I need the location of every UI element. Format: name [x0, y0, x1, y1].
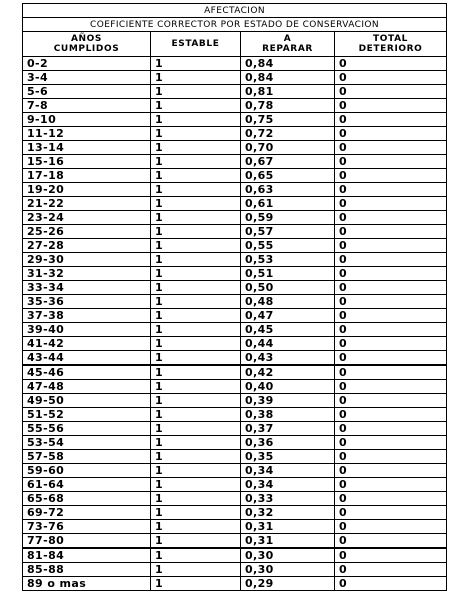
table-row — [23, 422, 447, 436]
cell-years: 0-2 — [23, 57, 151, 71]
table-row — [23, 71, 447, 85]
cell-total-deterioration: 0 — [335, 506, 447, 520]
cell-total-deterioration: 0 — [335, 492, 447, 506]
cell-repair: 0,78 — [241, 99, 335, 113]
table-row — [23, 534, 447, 549]
cell-total-deterioration: 0 — [335, 548, 447, 563]
header-repair-line2: REPARAR — [262, 44, 313, 54]
table-row — [23, 520, 447, 534]
cell-repair: 0,31 — [241, 520, 335, 534]
cell-years: 9-10 — [23, 113, 151, 127]
cell-total-deterioration: 0 — [335, 422, 447, 436]
cell-stable: 1 — [151, 57, 241, 71]
cell-stable: 1 — [151, 155, 241, 169]
cell-total-deterioration: 0 — [335, 253, 447, 267]
cell-stable: 1 — [151, 351, 241, 366]
cell-years: 7-8 — [23, 99, 151, 113]
cell-total-deterioration: 0 — [335, 113, 447, 127]
cell-total-deterioration: 0 — [335, 127, 447, 141]
cell-stable: 1 — [151, 520, 241, 534]
header-years-line2: CUMPLIDOS — [53, 44, 120, 54]
cell-repair: 0,70 — [241, 141, 335, 155]
cell-years: 89 o mas — [23, 577, 151, 591]
cell-total-deterioration: 0 — [335, 436, 447, 450]
cell-years: 39-40 — [23, 323, 151, 337]
cell-stable: 1 — [151, 295, 241, 309]
cell-years: 43-44 — [23, 351, 151, 366]
cell-repair: 0,72 — [241, 127, 335, 141]
cell-stable: 1 — [151, 394, 241, 408]
cell-years: 55-56 — [23, 422, 151, 436]
cell-total-deterioration: 0 — [335, 351, 447, 366]
cell-stable: 1 — [151, 99, 241, 113]
cell-repair: 0,67 — [241, 155, 335, 169]
cell-years: 27-28 — [23, 239, 151, 253]
cell-total-deterioration: 0 — [335, 295, 447, 309]
cell-repair: 0,36 — [241, 436, 335, 450]
header-stable: ESTABLE — [151, 32, 241, 57]
cell-repair: 0,51 — [241, 267, 335, 281]
cell-years: 41-42 — [23, 337, 151, 351]
cell-years: 17-18 — [23, 169, 151, 183]
table-row — [23, 127, 447, 141]
table-row — [23, 394, 447, 408]
cell-years: 29-30 — [23, 253, 151, 267]
cell-repair: 0,84 — [241, 57, 335, 71]
cell-stable: 1 — [151, 85, 241, 99]
cell-stable: 1 — [151, 141, 241, 155]
table-row — [23, 478, 447, 492]
cell-years: 51-52 — [23, 408, 151, 422]
cell-repair: 0,34 — [241, 464, 335, 478]
cell-stable: 1 — [151, 281, 241, 295]
cell-years: 5-6 — [23, 85, 151, 99]
cell-repair: 0,31 — [241, 534, 335, 549]
cell-repair: 0,35 — [241, 450, 335, 464]
cell-years: 37-38 — [23, 309, 151, 323]
cell-total-deterioration: 0 — [335, 57, 447, 71]
cell-stable: 1 — [151, 127, 241, 141]
header-total-deterioration — [335, 32, 447, 57]
table-title: AFECTACION — [23, 4, 447, 18]
cell-repair: 0,63 — [241, 183, 335, 197]
cell-years: 13-14 — [23, 141, 151, 155]
cell-total-deterioration: 0 — [335, 183, 447, 197]
cell-total-deterioration: 0 — [335, 520, 447, 534]
cell-total-deterioration: 0 — [335, 464, 447, 478]
cell-total-deterioration: 0 — [335, 394, 447, 408]
cell-stable: 1 — [151, 253, 241, 267]
table-row — [23, 337, 447, 351]
table-row — [23, 169, 447, 183]
cell-stable: 1 — [151, 71, 241, 85]
table-row — [23, 492, 447, 506]
table-row — [23, 295, 447, 309]
cell-years: 3-4 — [23, 71, 151, 85]
cell-total-deterioration: 0 — [335, 478, 447, 492]
cell-stable: 1 — [151, 323, 241, 337]
table-subtitle: COEFICIENTE CORRECTOR POR ESTADO DE CONSERVACION — [23, 18, 447, 32]
cell-stable: 1 — [151, 380, 241, 394]
cell-years: 45-46 — [23, 365, 151, 380]
table-row — [23, 253, 447, 267]
cell-repair: 0,30 — [241, 548, 335, 563]
cell-total-deterioration: 0 — [335, 239, 447, 253]
cell-stable: 1 — [151, 197, 241, 211]
cell-repair: 0,44 — [241, 337, 335, 351]
table-row — [23, 464, 447, 478]
cell-stable: 1 — [151, 309, 241, 323]
cell-stable: 1 — [151, 408, 241, 422]
cell-total-deterioration: 0 — [335, 169, 447, 183]
cell-stable: 1 — [151, 183, 241, 197]
cell-repair: 0,47 — [241, 309, 335, 323]
header-years — [23, 32, 151, 57]
cell-years: 53-54 — [23, 436, 151, 450]
cell-stable: 1 — [151, 534, 241, 549]
cell-stable: 1 — [151, 450, 241, 464]
table-row — [23, 309, 447, 323]
table-row — [23, 155, 447, 169]
cell-stable: 1 — [151, 464, 241, 478]
cell-repair: 0,45 — [241, 323, 335, 337]
table-row — [23, 380, 447, 394]
cell-total-deterioration: 0 — [335, 365, 447, 380]
cell-years: 21-22 — [23, 197, 151, 211]
header-repair — [241, 32, 335, 57]
cell-years: 61-64 — [23, 478, 151, 492]
cell-repair: 0,55 — [241, 239, 335, 253]
table-row — [23, 225, 447, 239]
table-row — [23, 577, 447, 591]
cell-years: 49-50 — [23, 394, 151, 408]
table-row — [23, 85, 447, 99]
cell-years: 69-72 — [23, 506, 151, 520]
cell-repair: 0,33 — [241, 492, 335, 506]
cell-years: 81-84 — [23, 548, 151, 563]
header-total-line2: DETERIORO — [358, 44, 423, 54]
cell-repair: 0,81 — [241, 85, 335, 99]
table-row — [23, 365, 447, 380]
table-row — [23, 563, 447, 577]
table-row — [23, 183, 447, 197]
cell-total-deterioration: 0 — [335, 309, 447, 323]
cell-stable: 1 — [151, 267, 241, 281]
table-row — [23, 99, 447, 113]
cell-stable: 1 — [151, 478, 241, 492]
cell-repair: 0,65 — [241, 169, 335, 183]
cell-repair: 0,61 — [241, 197, 335, 211]
table-row — [23, 351, 447, 366]
cell-repair: 0,37 — [241, 422, 335, 436]
conservation-coefficient-table — [22, 3, 447, 591]
cell-total-deterioration: 0 — [335, 337, 447, 351]
header-total-line1: TOTAL — [373, 34, 408, 44]
cell-repair: 0,43 — [241, 351, 335, 366]
cell-stable: 1 — [151, 436, 241, 450]
cell-stable: 1 — [151, 113, 241, 127]
cell-repair: 0,48 — [241, 295, 335, 309]
table-row — [23, 548, 447, 563]
cell-repair: 0,32 — [241, 506, 335, 520]
cell-stable: 1 — [151, 225, 241, 239]
cell-stable: 1 — [151, 337, 241, 351]
cell-total-deterioration: 0 — [335, 155, 447, 169]
cell-years: 85-88 — [23, 563, 151, 577]
cell-repair: 0,57 — [241, 225, 335, 239]
table-row — [23, 506, 447, 520]
cell-stable: 1 — [151, 492, 241, 506]
table-body — [23, 57, 447, 591]
table-row — [23, 57, 447, 71]
header-years-line1: AÑOS — [70, 34, 103, 44]
cell-total-deterioration: 0 — [335, 281, 447, 295]
cell-repair: 0,53 — [241, 253, 335, 267]
cell-repair: 0,75 — [241, 113, 335, 127]
cell-stable: 1 — [151, 422, 241, 436]
cell-repair: 0,38 — [241, 408, 335, 422]
cell-years: 57-58 — [23, 450, 151, 464]
cell-repair: 0,29 — [241, 577, 335, 591]
cell-total-deterioration: 0 — [335, 85, 447, 99]
cell-repair: 0,84 — [241, 71, 335, 85]
cell-years: 35-36 — [23, 295, 151, 309]
table-row — [23, 211, 447, 225]
table-row — [23, 113, 447, 127]
cell-years: 33-34 — [23, 281, 151, 295]
cell-years: 31-32 — [23, 267, 151, 281]
cell-total-deterioration: 0 — [335, 211, 447, 225]
cell-stable: 1 — [151, 239, 241, 253]
cell-years: 25-26 — [23, 225, 151, 239]
cell-stable: 1 — [151, 506, 241, 520]
cell-total-deterioration: 0 — [335, 99, 447, 113]
cell-years: 59-60 — [23, 464, 151, 478]
cell-total-deterioration: 0 — [335, 267, 447, 281]
table-row — [23, 408, 447, 422]
table-row — [23, 450, 447, 464]
cell-repair: 0,39 — [241, 394, 335, 408]
cell-total-deterioration: 0 — [335, 563, 447, 577]
cell-stable: 1 — [151, 211, 241, 225]
cell-years: 23-24 — [23, 211, 151, 225]
cell-total-deterioration: 0 — [335, 323, 447, 337]
cell-repair: 0,40 — [241, 380, 335, 394]
cell-total-deterioration: 0 — [335, 534, 447, 549]
cell-total-deterioration: 0 — [335, 197, 447, 211]
cell-total-deterioration: 0 — [335, 577, 447, 591]
cell-stable: 1 — [151, 365, 241, 380]
cell-total-deterioration: 0 — [335, 408, 447, 422]
cell-years: 19-20 — [23, 183, 151, 197]
cell-years: 73-76 — [23, 520, 151, 534]
cell-total-deterioration: 0 — [335, 141, 447, 155]
cell-repair: 0,50 — [241, 281, 335, 295]
table-row — [23, 197, 447, 211]
cell-years: 65-68 — [23, 492, 151, 506]
cell-total-deterioration: 0 — [335, 380, 447, 394]
cell-repair: 0,42 — [241, 365, 335, 380]
table-row — [23, 239, 447, 253]
cell-total-deterioration: 0 — [335, 450, 447, 464]
cell-repair: 0,30 — [241, 563, 335, 577]
cell-years: 77-80 — [23, 534, 151, 549]
cell-repair: 0,34 — [241, 478, 335, 492]
table-row — [23, 323, 447, 337]
cell-total-deterioration: 0 — [335, 71, 447, 85]
cell-repair: 0,59 — [241, 211, 335, 225]
cell-stable: 1 — [151, 169, 241, 183]
cell-stable: 1 — [151, 563, 241, 577]
cell-total-deterioration: 0 — [335, 225, 447, 239]
cell-years: 47-48 — [23, 380, 151, 394]
cell-years: 15-16 — [23, 155, 151, 169]
table-row — [23, 436, 447, 450]
cell-years: 11-12 — [23, 127, 151, 141]
cell-stable: 1 — [151, 548, 241, 563]
table-row — [23, 141, 447, 155]
table-row — [23, 267, 447, 281]
table-row — [23, 281, 447, 295]
header-repair-line1: A — [283, 34, 292, 44]
cell-stable: 1 — [151, 577, 241, 591]
